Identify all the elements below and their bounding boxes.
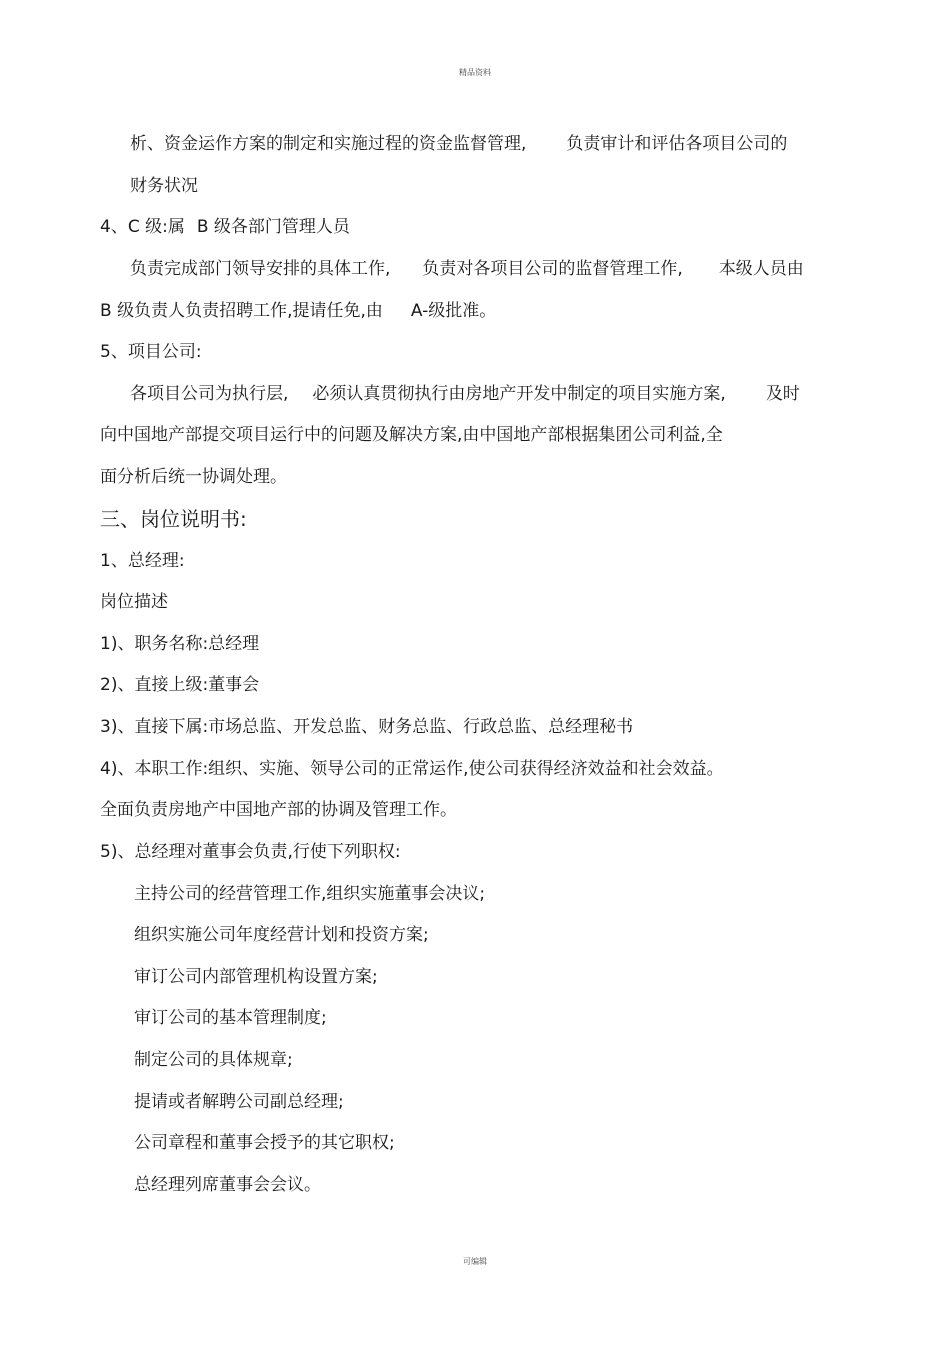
duty-item: 审订公司的基本管理制度; <box>134 1008 327 1028</box>
text-segment: 负责审计和评估各项目公司的 <box>566 134 788 154</box>
paragraph-line: 财务状况 <box>130 176 198 196</box>
list-heading <box>100 217 350 237</box>
duty-item: 提请或者解聘公司副总经理; <box>134 1092 344 1112</box>
page-footer: 可编辑 <box>463 1257 487 1266</box>
text-segment: B 级各部门管理人员 <box>196 217 350 237</box>
text-segment: 4、C 级:属 <box>100 217 185 237</box>
list-item: 1)、职务名称:总经理 <box>100 634 260 654</box>
text-segment: B 级负责人负责招聘工作,提请任免,由 <box>100 301 383 321</box>
duty-item: 总经理列席董事会会议。 <box>134 1175 321 1195</box>
duty-item: 公司章程和董事会授予的其它职权; <box>134 1133 395 1153</box>
paragraph-line: 面分析后统一协调处理。 <box>100 467 287 487</box>
text-segment: 负责对各项目公司的监督管理工作, <box>422 259 683 279</box>
list-heading: 5、项目公司: <box>100 342 202 362</box>
paragraph-line <box>100 301 496 321</box>
list-item: 4)、本职工作:组织、实施、领导公司的正常运作,使公司获得经济效益和社会效益。 <box>100 759 724 779</box>
list-item: 2)、直接上级:董事会 <box>100 675 260 695</box>
page-header: 精品资料 <box>459 68 491 77</box>
text-segment: 各项目公司为执行层, <box>130 384 289 404</box>
text-segment: 及时 <box>765 384 800 404</box>
paragraph-line: 向中国地产部提交项目运行中的问题及解决方案,由中国地产部根据集团公司利益,全 <box>100 425 723 445</box>
text-segment: 本级人员由 <box>718 259 804 279</box>
section-heading: 三、岗位说明书: <box>100 507 247 531</box>
paragraph-line: 全面负责房地产中国地产部的协调及管理工作。 <box>100 800 457 820</box>
text-segment: 析、资金运作方案的制定和实施过程的资金监督管理, <box>130 134 527 154</box>
paragraph-line <box>130 134 787 154</box>
paragraph-line: 岗位描述 <box>100 592 168 612</box>
duty-item: 主持公司的经营管理工作,组织实施董事会决议; <box>134 884 486 904</box>
list-item: 3)、直接下属:市场总监、开发总监、财务总监、行政总监、总经理秘书 <box>100 717 634 737</box>
duty-item: 审订公司内部管理机构设置方案; <box>134 967 378 987</box>
list-heading: 1、总经理: <box>100 551 185 571</box>
paragraph-line <box>130 384 800 404</box>
text-segment: 必须认真贯彻执行由房地产开发中制定的项目实施方案, <box>312 384 726 404</box>
duty-item: 制定公司的具体规章; <box>134 1050 293 1070</box>
duty-item: 组织实施公司年度经营计划和投资方案; <box>134 925 429 945</box>
list-item: 5)、总经理对董事会负责,行使下列职权: <box>100 842 401 862</box>
text-segment: A-级批准。 <box>410 301 497 321</box>
paragraph-line <box>130 259 804 279</box>
text-segment: 负责完成部门领导安排的具体工作, <box>130 259 391 279</box>
